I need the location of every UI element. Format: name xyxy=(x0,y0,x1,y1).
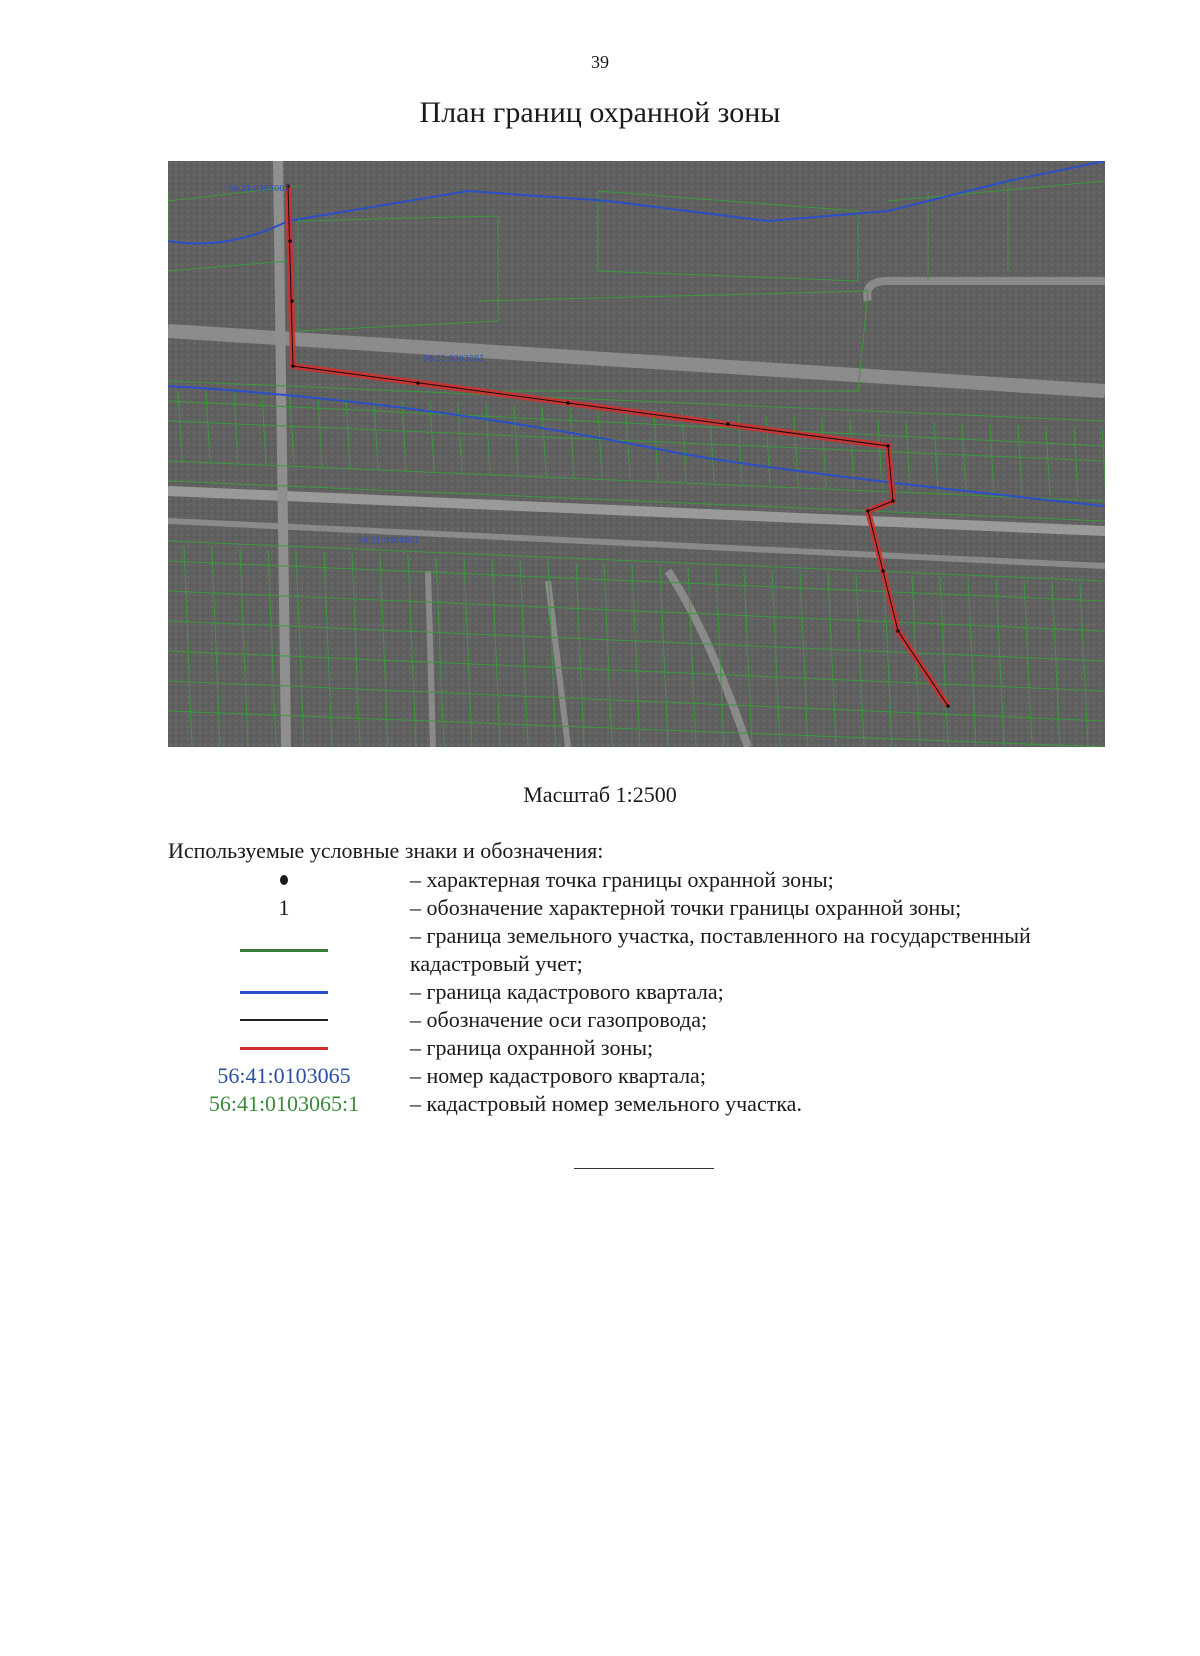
legend-text: – граница охранной зоны; xyxy=(410,1035,654,1060)
green-line-icon xyxy=(168,922,400,978)
quarter-label-1: 56:21:0303007 xyxy=(228,184,290,193)
legend-text: – кадастровый номер земельного участка. xyxy=(410,1091,802,1116)
legend-row-parcel-number xyxy=(168,1090,1128,1118)
legend-row-point-label xyxy=(168,894,1128,922)
legend-row-parcel-boundary xyxy=(168,922,1128,978)
legend-text: – граница земельного участка, поставленного на государственный кадастровый учет; xyxy=(410,923,1031,976)
quarter-label-3: 56:21:0304001 xyxy=(358,536,420,545)
point-symbol-icon xyxy=(168,866,400,894)
legend-text: – номер кадастрового квартала; xyxy=(410,1063,706,1088)
blue-line-icon xyxy=(168,978,400,1006)
red-line-icon xyxy=(168,1034,400,1062)
legend xyxy=(168,866,1128,1118)
map-scale: Масштаб 1:2500 xyxy=(523,782,677,807)
footer-rule xyxy=(574,1168,714,1169)
protection-zone-map xyxy=(168,161,1105,747)
legend-row-pipeline-axis xyxy=(168,1006,1128,1034)
legend-row-zone-boundary xyxy=(168,1034,1128,1062)
point-label-symbol: 1 xyxy=(278,895,290,920)
legend-text: – граница кадастрового квартала; xyxy=(410,979,724,1004)
legend-title: Используемые условные знаки и обозначения: xyxy=(168,838,604,863)
legend-text: – обозначение оси газопровода; xyxy=(410,1007,708,1032)
legend-row-point xyxy=(168,866,1128,894)
legend-row-quarter-number xyxy=(168,1062,1128,1090)
black-line-icon xyxy=(168,1006,400,1034)
quarter-label-2: 56:21:0302001 xyxy=(423,354,485,363)
parcel-number-symbol: 56:41:0103065:1 xyxy=(208,1091,360,1116)
legend-text: – характерная точка границы охранной зоны; xyxy=(410,867,834,892)
legend-text: – обозначение характерной точки границы охранной зоны; xyxy=(410,895,962,920)
legend-row-quarter-boundary xyxy=(168,978,1128,1006)
page-number: 39 xyxy=(591,52,609,72)
page-title: План границ охранной зоны xyxy=(419,96,781,129)
quarter-number-symbol: 56:41:0103065 xyxy=(217,1063,351,1088)
